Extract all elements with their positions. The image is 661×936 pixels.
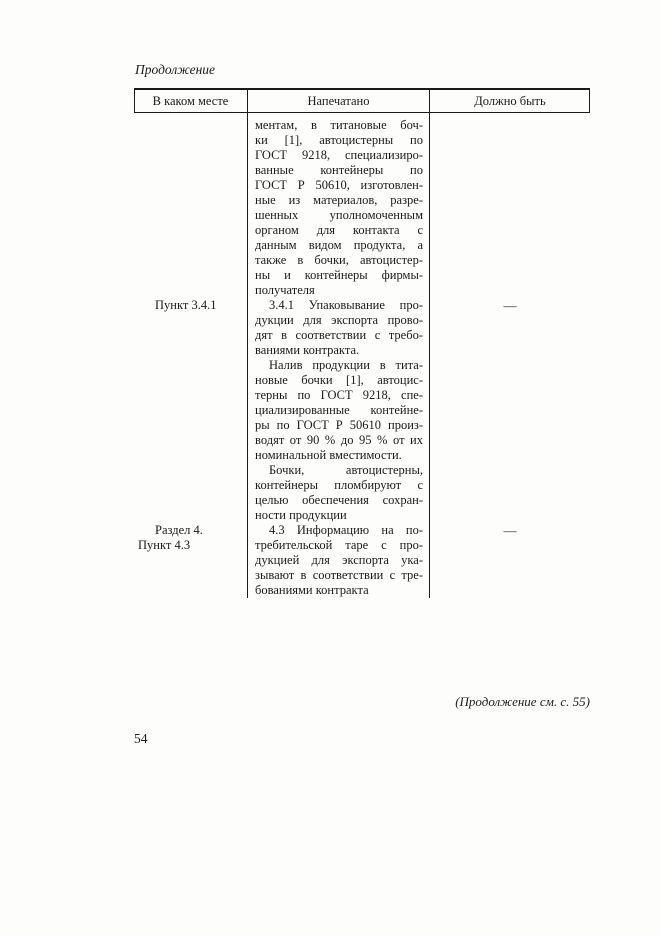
header-right-border <box>589 90 590 113</box>
cell-printed <box>248 298 430 523</box>
cell-printed <box>248 523 430 598</box>
table-row <box>134 113 590 298</box>
errata-table <box>134 88 590 598</box>
printed-line: ваниями контракта. <box>255 343 360 357</box>
footer-continuation-note: (Продолжение см. с. 55) <box>455 694 590 709</box>
printed-line: циализированные контейне- <box>255 403 423 417</box>
printed-line: шенных уполномоченным <box>255 208 423 222</box>
printed-line: новые бочки [1], автоцис- <box>255 373 423 387</box>
printed-line: ки [1], автоцистерны по <box>255 133 423 147</box>
header-printed: Напечатано <box>248 90 430 112</box>
printed-line: бованиями контракта <box>255 583 369 597</box>
place-line: Пункт 3.4.1 <box>155 298 217 312</box>
header-should-be: Должно быть <box>474 93 546 108</box>
table-row <box>134 298 590 523</box>
printed-line: ные из материалов, разре- <box>255 193 423 207</box>
continuation-label: Продолжение <box>135 62 216 77</box>
printed-line: терны по ГОСТ 9218, спе- <box>255 388 423 402</box>
table-row <box>134 523 590 598</box>
table-body <box>134 113 590 598</box>
printed-line: номинальной вместимости. <box>255 448 402 462</box>
place-line: Раздел 4. <box>155 523 203 537</box>
printed-line: ры по ГОСТ Р 50610 произ- <box>255 418 423 432</box>
cell-should-be: — <box>503 298 517 313</box>
cell-printed <box>248 113 430 298</box>
printed-line: дукции для экспорта прово- <box>255 313 423 327</box>
printed-line: ментам, в титановые боч- <box>255 118 423 132</box>
printed-line: данным видом продукта, а <box>255 238 423 252</box>
header-left-border <box>134 90 135 113</box>
printed-line: ности продукции <box>255 508 347 522</box>
printed-line: также в бочки, автоцистер- <box>255 253 423 267</box>
printed-line: получателя <box>255 283 315 297</box>
printed-line: ванные контейнеры по <box>255 163 423 177</box>
printed-line: дукцией для экспорта ука- <box>255 553 423 567</box>
printed-line: дят в соответствии с требо- <box>255 328 423 342</box>
printed-line: 3.4.1 Упаковывание про- <box>269 298 423 312</box>
printed-line: органом для контакта с <box>255 223 423 237</box>
place-line: Пункт 4.3 <box>138 538 191 552</box>
header-place: В каком месте <box>134 90 248 112</box>
printed-line: контейнеры пломбируют с <box>255 478 423 492</box>
cell-place <box>134 523 248 598</box>
cell-place <box>134 113 248 298</box>
printed-line: целью обеспечения сохран- <box>255 493 423 507</box>
printed-line: ны и контейнеры фирмы- <box>255 268 423 282</box>
printed-line: зывают в соответствии с тре- <box>255 568 423 582</box>
printed-line: ГОСТ Р 50610, изготовлен- <box>255 178 423 192</box>
printed-line: водят от 90 % до 95 % от их <box>255 433 423 447</box>
printed-line: Налив продукции в тита- <box>269 358 423 372</box>
cell-should-be: — <box>503 523 517 538</box>
table-header-row <box>134 90 590 113</box>
cell-should-be <box>430 113 590 298</box>
page-number: 54 <box>134 731 148 746</box>
printed-line: Бочки, автоцистерны, <box>269 463 423 477</box>
cell-place <box>134 298 248 523</box>
printed-line: ГОСТ 9218, специализиро- <box>255 148 423 162</box>
printed-line: требительской таре с про- <box>255 538 423 552</box>
printed-line: 4.3 Информацию на по- <box>269 523 423 537</box>
